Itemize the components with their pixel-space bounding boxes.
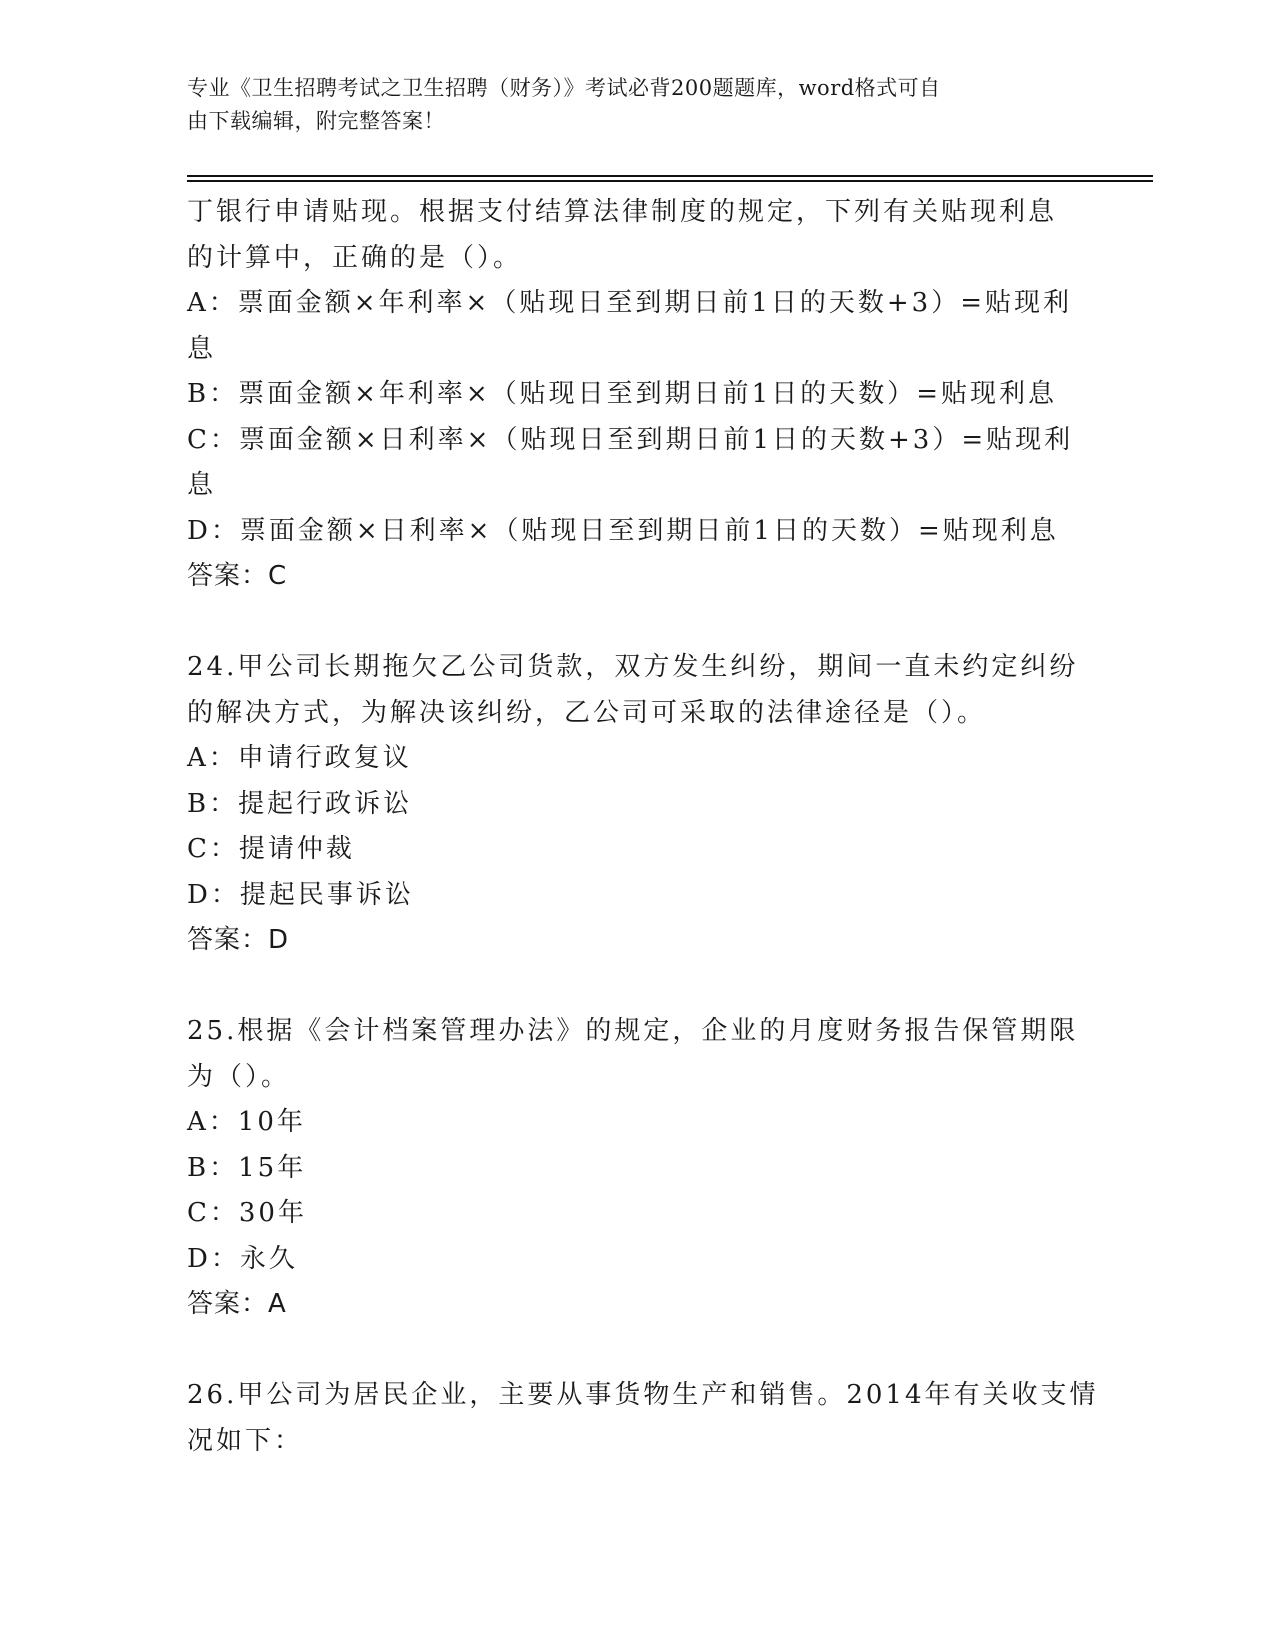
option-c: C：提请仲裁: [187, 834, 355, 864]
answer-line: 答案：D: [187, 925, 290, 955]
option-a: A：10年: [187, 1107, 306, 1137]
header-title-line-2: 由下载编辑，附完整答案！: [187, 109, 445, 133]
option-c-continued: 息: [187, 470, 217, 500]
document-header: [187, 72, 1067, 138]
option-d: D：票面金额×日利率×（贴现日至到期日前1日的天数）=贴现利息: [187, 515, 1059, 546]
question-stem-line: 丁银行申请贴现。根据支付结算法律制度的规定，下列有关贴现利息: [187, 197, 1058, 227]
question-stem-line: 为（）。: [187, 1061, 291, 1092]
option-a-continued: 息: [187, 333, 217, 364]
option-d: D：永久: [187, 1243, 298, 1274]
option-d: D：提起民事诉讼: [187, 879, 414, 910]
header-title-line-1: 专业《卫生招聘考试之卫生招聘（财务）》考试必背200题题库，word格式可自: [187, 76, 941, 100]
document-body: [187, 190, 1099, 1464]
option-a: A：申请行政复议: [187, 743, 412, 773]
header-divider-bottom: [187, 180, 1153, 182]
question-spacer: [187, 600, 1087, 646]
option-c: C：30年: [187, 1198, 307, 1228]
answer-line: 答案：C: [187, 561, 288, 591]
question-spacer: [187, 1328, 1087, 1374]
option-a: A：票面金额×年利率×（贴现日至到期日前1日的天数+3）=贴现利: [187, 288, 1073, 318]
question-spacer: [187, 964, 1087, 1010]
header-divider-top: [187, 175, 1153, 177]
option-b: B：15年: [187, 1152, 307, 1183]
option-c: C：票面金额×日利率×（贴现日至到期日前1日的天数+3）=贴现利: [187, 424, 1074, 455]
question-stem-line: 况如下：: [187, 1425, 304, 1456]
answer-line: 答案：A: [187, 1289, 287, 1319]
option-b: B：提起行政诉讼: [187, 788, 413, 819]
option-b: B：票面金额×年利率×（贴现日至到期日前1日的天数）=贴现利息: [187, 379, 1058, 409]
question-stem-line: 的计算中，正确的是（）。: [187, 242, 523, 273]
question-stem-line: 24.甲公司长期拖欠乙公司货款，双方发生纠纷，期间一直未约定纠纷: [187, 652, 1079, 682]
question-24: [187, 645, 1087, 964]
question-23: [187, 190, 1087, 600]
question-stem-line: 的解决方式，为解决该纠纷，乙公司可采取的法律途径是（）。: [187, 697, 987, 728]
question-26: [187, 1373, 1099, 1464]
question-25: [187, 1009, 1087, 1328]
question-stem-line: 25.根据《会计档案管理办法》的规定，企业的月度财务报告保管期限: [187, 1016, 1079, 1046]
question-stem-line: 26.甲公司为居民企业，主要从事货物生产和销售。2014年有关收支情: [187, 1380, 1099, 1410]
